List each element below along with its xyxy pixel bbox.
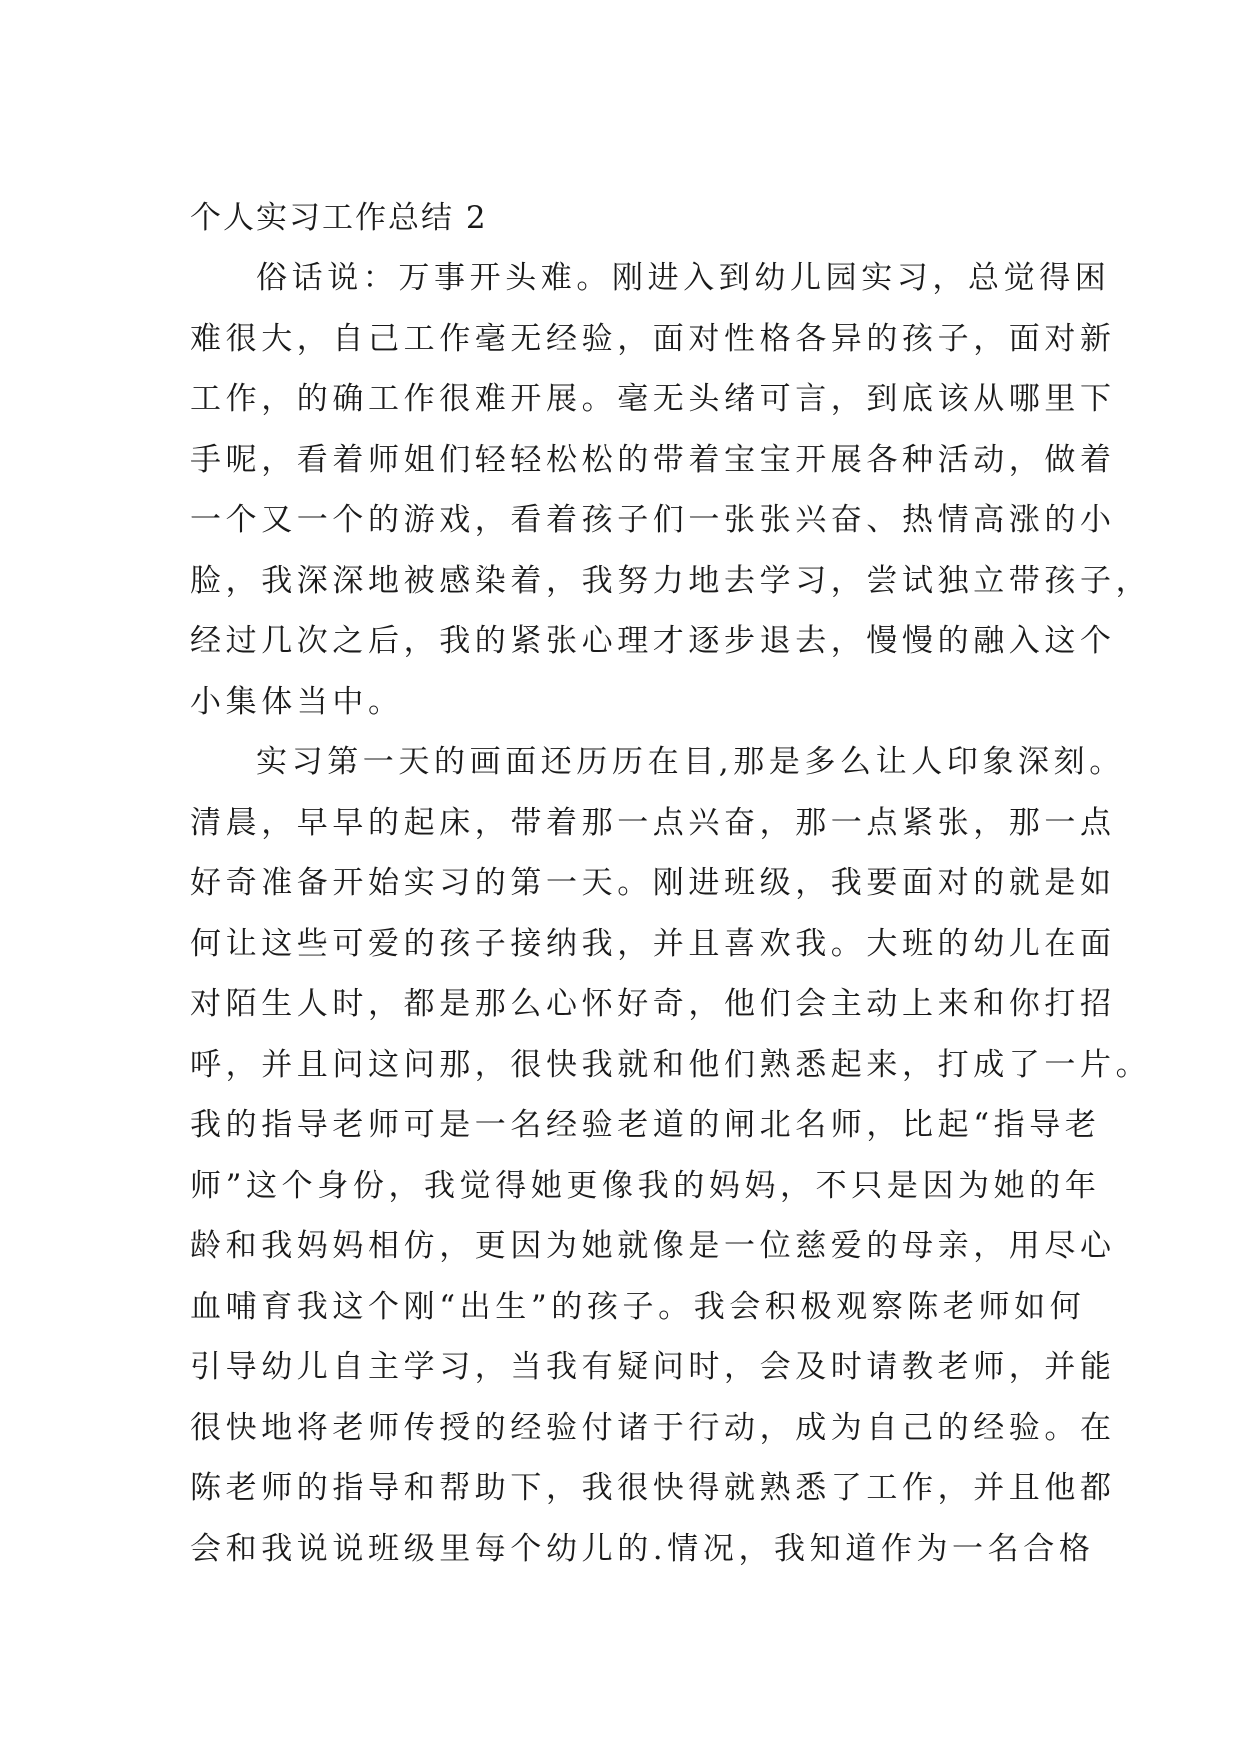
paragraph-line: 龄和我妈妈相仿，更因为她就像是一位慈爱的母亲，用尽心 bbox=[190, 1228, 1116, 1264]
paragraph-2 bbox=[190, 732, 1152, 1579]
paragraph-line: 手呢，看着师姐们轻轻松松的带着宝宝开展各种活动，做着 bbox=[190, 441, 1116, 478]
document-body bbox=[190, 188, 1152, 1579]
paragraph-line: 血哺育我这个刚“出生”的孩子。我会积极观察陈老师如何 bbox=[190, 1288, 1086, 1325]
paragraph-line: 呼，并且问这问那，很快我就和他们熟悉起来，打成了一片。 bbox=[190, 1046, 1152, 1083]
document-title: 个人实习工作总结 2 bbox=[190, 200, 488, 236]
paragraph-line: 很快地将老师传授的经验付诸于行动，成为自己的经验。在 bbox=[190, 1409, 1116, 1446]
paragraph-line: 好奇准备开始实习的第一天。刚进班级，我要面对的就是如 bbox=[190, 865, 1116, 901]
paragraph-line: 经过几次之后，我的紧张心理才逐步退去，慢慢的融入这个 bbox=[190, 623, 1116, 659]
paragraph-line: 会和我说说班级里每个幼儿的.情况，我知道作为一名合格 bbox=[190, 1530, 1095, 1567]
paragraph-line: 小集体当中。 bbox=[190, 683, 404, 720]
paragraph-line: 引导幼儿自主学习，当我有疑问时，会及时请教老师，并能 bbox=[190, 1349, 1116, 1385]
paragraph-1 bbox=[190, 248, 1152, 732]
paragraph-line: 俗话说：万事开头难。刚进入到幼儿园实习，总觉得困 bbox=[256, 260, 1111, 296]
paragraph-line: 一个又一个的游戏，看着孩子们一张张兴奋、热情高涨的小 bbox=[190, 502, 1116, 538]
paragraph-line: 我的指导老师可是一名经验老道的闸北名师，比起“指导老 bbox=[190, 1107, 1101, 1143]
paragraph-line: 实习第一天的画面还历历在目,那是多么让人印象深刻。 bbox=[256, 744, 1125, 780]
paragraph-line: 陈老师的指导和帮助下，我很快得就熟悉了工作，并且他都 bbox=[190, 1470, 1116, 1506]
paragraph-line: 难很大，自己工作毫无经验，面对性格各异的孩子，面对新 bbox=[190, 320, 1116, 357]
paragraph-line: 师”这个身份，我觉得她更像我的妈妈，不只是因为她的年 bbox=[190, 1167, 1101, 1204]
paragraph-line: 对陌生人时，都是那么心怀好奇，他们会主动上来和你打招 bbox=[190, 986, 1116, 1022]
paragraph-line: 工作，的确工作很难开展。毫无头绪可言，到底该从哪里下 bbox=[190, 381, 1116, 417]
paragraph-line: 脸，我深深地被感染着，我努力地去学习，尝试独立带孩子， bbox=[190, 562, 1152, 599]
paragraph-line: 何让这些可爱的孩子接纳我，并且喜欢我。大班的幼儿在面 bbox=[190, 925, 1116, 962]
paragraph-line: 清晨，早早的起床，带着那一点兴奋，那一点紧张，那一点 bbox=[190, 804, 1116, 841]
